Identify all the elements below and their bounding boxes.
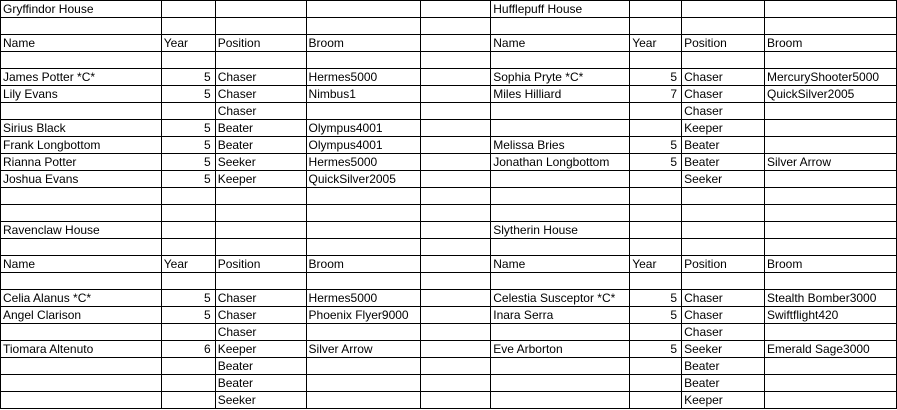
sheet-cell[interactable] bbox=[491, 239, 630, 256]
sheet-cell[interactable]: Broom bbox=[764, 256, 896, 273]
sheet-cell[interactable]: 5 bbox=[630, 137, 682, 154]
sheet-cell[interactable] bbox=[161, 358, 215, 375]
sheet-cell[interactable]: Seeker bbox=[682, 341, 765, 358]
sheet-cell[interactable] bbox=[421, 375, 491, 392]
sheet-cell[interactable] bbox=[161, 52, 215, 69]
sheet-cell[interactable]: Broom bbox=[306, 35, 421, 52]
sheet-cell[interactable]: Beater bbox=[215, 358, 306, 375]
sheet-cell[interactable] bbox=[421, 392, 491, 409]
sheet-cell[interactable]: Eve Arborton bbox=[491, 341, 630, 358]
sheet-cell[interactable] bbox=[215, 222, 306, 239]
sheet-cell[interactable] bbox=[161, 392, 215, 409]
sheet-cell[interactable]: Melissa Bries bbox=[491, 137, 630, 154]
sheet-cell[interactable]: Chaser bbox=[215, 86, 306, 103]
sheet-cell[interactable] bbox=[491, 103, 630, 120]
sheet-cell[interactable]: Keeper bbox=[682, 392, 765, 409]
sheet-cell[interactable] bbox=[491, 324, 630, 341]
sheet-cell[interactable] bbox=[421, 205, 491, 222]
sheet-cell[interactable] bbox=[1, 358, 162, 375]
sheet-cell[interactable] bbox=[1, 392, 162, 409]
sheet-cell[interactable]: Olympus4001 bbox=[306, 137, 421, 154]
sheet-cell[interactable] bbox=[764, 18, 896, 35]
sheet-cell[interactable]: 5 bbox=[161, 137, 215, 154]
sheet-cell[interactable] bbox=[215, 273, 306, 290]
sheet-cell[interactable] bbox=[630, 1, 682, 18]
sheet-cell[interactable] bbox=[1, 188, 162, 205]
sheet-cell[interactable] bbox=[764, 324, 896, 341]
sheet-row bbox=[1, 137, 897, 154]
sheet-cell[interactable] bbox=[161, 324, 215, 341]
sheet-cell[interactable] bbox=[421, 256, 491, 273]
sheet-row bbox=[1, 52, 897, 69]
sheet-cell[interactable]: Chaser bbox=[215, 307, 306, 324]
sheet-cell[interactable] bbox=[161, 239, 215, 256]
sheet-cell[interactable] bbox=[161, 1, 215, 18]
sheet-cell[interactable]: Position bbox=[682, 35, 765, 52]
sheet-cell[interactable] bbox=[306, 392, 421, 409]
sheet-cell[interactable]: Hermes5000 bbox=[306, 290, 421, 307]
sheet-cell[interactable] bbox=[630, 392, 682, 409]
sheet-cell[interactable] bbox=[630, 273, 682, 290]
sheet-cell[interactable] bbox=[682, 1, 765, 18]
sheet-cell[interactable]: Chaser bbox=[215, 69, 306, 86]
sheet-cell[interactable] bbox=[215, 1, 306, 18]
sheet-cell[interactable]: Chaser bbox=[682, 324, 765, 341]
sheet-cell[interactable]: Beater bbox=[682, 358, 765, 375]
sheet-cell[interactable] bbox=[215, 52, 306, 69]
sheet-cell[interactable] bbox=[630, 188, 682, 205]
sheet-row bbox=[1, 86, 897, 103]
sheet-cell[interactable]: 7 bbox=[630, 86, 682, 103]
sheet-row bbox=[1, 222, 897, 239]
sheet-cell[interactable]: Inara Serra bbox=[491, 307, 630, 324]
sheet-row bbox=[1, 171, 897, 188]
sheet-cell[interactable]: Chaser bbox=[682, 86, 765, 103]
sheet-cell[interactable]: Tiomara Altenuto bbox=[1, 341, 162, 358]
sheet-cell[interactable]: 5 bbox=[161, 120, 215, 137]
sheet-cell[interactable]: 5 bbox=[630, 154, 682, 171]
sheet-row bbox=[1, 273, 897, 290]
sheet-cell[interactable] bbox=[306, 324, 421, 341]
sheet-cell[interactable] bbox=[421, 86, 491, 103]
sheet-cell[interactable] bbox=[421, 69, 491, 86]
sheet-cell[interactable] bbox=[215, 205, 306, 222]
sheet-cell[interactable] bbox=[764, 52, 896, 69]
sheet-row bbox=[1, 154, 897, 171]
sheet-cell[interactable]: Position bbox=[682, 256, 765, 273]
sheet-cell[interactable] bbox=[421, 52, 491, 69]
sheet-cell[interactable] bbox=[764, 137, 896, 154]
sheet-cell[interactable] bbox=[215, 188, 306, 205]
sheet-cell[interactable] bbox=[682, 18, 765, 35]
sheet-cell[interactable] bbox=[764, 222, 896, 239]
sheet-cell[interactable]: Celia Alanus *C* bbox=[1, 290, 162, 307]
sheet-cell[interactable]: Beater bbox=[682, 154, 765, 171]
sheet-cell[interactable] bbox=[491, 205, 630, 222]
sheet-row bbox=[1, 392, 897, 409]
sheet-cell[interactable] bbox=[491, 18, 630, 35]
sheet-cell[interactable] bbox=[682, 273, 765, 290]
sheet-cell[interactable] bbox=[306, 375, 421, 392]
sheet-row bbox=[1, 120, 897, 137]
sheet-cell[interactable]: Swiftflight420 bbox=[764, 307, 896, 324]
sheet-cell[interactable] bbox=[764, 375, 896, 392]
sheet-cell[interactable] bbox=[421, 171, 491, 188]
sheet-cell[interactable]: 5 bbox=[161, 290, 215, 307]
sheet-cell[interactable]: Keeper bbox=[682, 120, 765, 137]
sheet-cell[interactable] bbox=[1, 324, 162, 341]
sheet-row bbox=[1, 35, 897, 52]
sheet-cell[interactable]: Hermes5000 bbox=[306, 69, 421, 86]
sheet-cell[interactable]: Frank Longbottom bbox=[1, 137, 162, 154]
sheet-cell[interactable]: Broom bbox=[764, 35, 896, 52]
sheet-cell[interactable]: James Potter *C* bbox=[1, 69, 162, 86]
sheet-cell[interactable]: Name bbox=[491, 256, 630, 273]
sheet-cell[interactable] bbox=[421, 324, 491, 341]
sheet-cell[interactable]: Emerald Sage3000 bbox=[764, 341, 896, 358]
sheet-cell[interactable] bbox=[421, 341, 491, 358]
sheet-cell[interactable] bbox=[1, 273, 162, 290]
sheet-cell[interactable]: Seeker bbox=[682, 171, 765, 188]
sheet-cell[interactable] bbox=[161, 273, 215, 290]
sheet-cell[interactable]: 5 bbox=[630, 307, 682, 324]
sheet-row bbox=[1, 324, 897, 341]
sheet-cell[interactable]: Chaser bbox=[682, 103, 765, 120]
sheet-cell[interactable] bbox=[421, 18, 491, 35]
sheet-cell[interactable]: 5 bbox=[161, 171, 215, 188]
sheet-cell[interactable] bbox=[161, 222, 215, 239]
sheet-row bbox=[1, 103, 897, 120]
sheet-cell[interactable] bbox=[630, 205, 682, 222]
sheet-cell[interactable]: Silver Arrow bbox=[764, 154, 896, 171]
sheet-cell[interactable]: Seeker bbox=[215, 392, 306, 409]
sheet-cell[interactable]: Beater bbox=[215, 137, 306, 154]
sheet-cell[interactable] bbox=[421, 120, 491, 137]
sheet-cell[interactable] bbox=[215, 239, 306, 256]
sheet-cell[interactable] bbox=[764, 273, 896, 290]
sheet-cell[interactable] bbox=[306, 222, 421, 239]
sheet-cell[interactable]: Ravenclaw House bbox=[1, 222, 162, 239]
sheet-cell[interactable] bbox=[161, 103, 215, 120]
sheet-cell[interactable] bbox=[764, 205, 896, 222]
sheet-cell[interactable] bbox=[764, 188, 896, 205]
sheet-cell[interactable] bbox=[764, 103, 896, 120]
sheet-cell[interactable]: Beater bbox=[682, 137, 765, 154]
sheet-cell[interactable] bbox=[764, 171, 896, 188]
sheet-cell[interactable]: Celestia Susceptor *C* bbox=[491, 290, 630, 307]
sheet-cell[interactable]: Year bbox=[161, 35, 215, 52]
sheet-cell[interactable]: 5 bbox=[161, 86, 215, 103]
sheet-row bbox=[1, 341, 897, 358]
sheet-cell[interactable] bbox=[1, 52, 162, 69]
sheet-row bbox=[1, 256, 897, 273]
sheet-cell[interactable]: 5 bbox=[161, 69, 215, 86]
sheet-row bbox=[1, 1, 897, 18]
sheet-cell[interactable]: Hermes5000 bbox=[306, 154, 421, 171]
sheet-cell[interactable] bbox=[1, 375, 162, 392]
sheet-cell[interactable] bbox=[764, 392, 896, 409]
sheet-cell[interactable] bbox=[421, 188, 491, 205]
sheet-cell[interactable]: Chaser bbox=[682, 290, 765, 307]
sheet-cell[interactable]: Beater bbox=[215, 120, 306, 137]
sheet-cell[interactable] bbox=[161, 205, 215, 222]
sheet-cell[interactable] bbox=[491, 375, 630, 392]
sheet-cell[interactable]: 5 bbox=[630, 341, 682, 358]
sheet-cell[interactable]: Silver Arrow bbox=[306, 341, 421, 358]
sheet-cell[interactable] bbox=[421, 307, 491, 324]
sheet-cell[interactable] bbox=[491, 120, 630, 137]
sheet-cell[interactable] bbox=[630, 171, 682, 188]
sheet-cell[interactable] bbox=[306, 205, 421, 222]
sheet-cell[interactable]: MercuryShooter5000 bbox=[764, 69, 896, 86]
sheet-cell[interactable]: 5 bbox=[630, 290, 682, 307]
sheet-cell[interactable] bbox=[421, 239, 491, 256]
sheet-cell[interactable]: Phoenix Flyer9000 bbox=[306, 307, 421, 324]
sheet-row bbox=[1, 307, 897, 324]
sheet-cell[interactable]: Chaser bbox=[215, 324, 306, 341]
sheet-cell[interactable]: Position bbox=[215, 35, 306, 52]
sheet-cell[interactable] bbox=[491, 52, 630, 69]
sheet-cell[interactable] bbox=[421, 290, 491, 307]
sheet-cell[interactable] bbox=[306, 52, 421, 69]
sheet-cell[interactable] bbox=[630, 103, 682, 120]
sheet-cell[interactable]: Seeker bbox=[215, 154, 306, 171]
sheet-cell[interactable]: Year bbox=[161, 256, 215, 273]
sheet-cell[interactable] bbox=[630, 324, 682, 341]
sheet-cell[interactable] bbox=[764, 239, 896, 256]
sheet-row bbox=[1, 239, 897, 256]
sheet-cell[interactable] bbox=[306, 103, 421, 120]
sheet-cell[interactable]: Angel Clarison bbox=[1, 307, 162, 324]
sheet-cell[interactable]: Hufflepuff House bbox=[491, 1, 630, 18]
sheet-cell[interactable]: Name bbox=[1, 256, 162, 273]
sheet-cell[interactable]: Chaser bbox=[682, 307, 765, 324]
sheet-cell[interactable] bbox=[630, 120, 682, 137]
sheet-cell[interactable] bbox=[491, 171, 630, 188]
sheet-cell[interactable] bbox=[630, 358, 682, 375]
sheet-cell[interactable]: Slytherin House bbox=[491, 222, 630, 239]
sheet-cell[interactable]: Sophia Pryte *C* bbox=[491, 69, 630, 86]
sheet-cell[interactable]: Olympus4001 bbox=[306, 120, 421, 137]
sheet-cell[interactable]: Miles Hilliard bbox=[491, 86, 630, 103]
sheet-cell[interactable] bbox=[161, 188, 215, 205]
sheet-cell[interactable]: 5 bbox=[630, 69, 682, 86]
sheet-cell[interactable] bbox=[491, 188, 630, 205]
sheet-row bbox=[1, 18, 897, 35]
sheet-cell[interactable]: Position bbox=[215, 256, 306, 273]
sheet-cell[interactable]: Name bbox=[491, 35, 630, 52]
sheet-cell[interactable] bbox=[630, 239, 682, 256]
sheet-cell[interactable] bbox=[682, 188, 765, 205]
sheet-cell[interactable]: Stealth Bomber3000 bbox=[764, 290, 896, 307]
sheet-cell[interactable] bbox=[1, 239, 162, 256]
sheet-cell[interactable] bbox=[421, 137, 491, 154]
sheet-body bbox=[1, 1, 897, 409]
sheet-row bbox=[1, 290, 897, 307]
sheet-cell[interactable]: QuickSilver2005 bbox=[306, 171, 421, 188]
sheet-cell[interactable]: Beater bbox=[215, 375, 306, 392]
sheet-cell[interactable]: Name bbox=[1, 35, 162, 52]
sheet-cell[interactable] bbox=[215, 18, 306, 35]
sheet-cell[interactable] bbox=[630, 18, 682, 35]
sheet-cell[interactable]: Lily Evans bbox=[1, 86, 162, 103]
sheet-cell[interactable] bbox=[764, 1, 896, 18]
sheet-cell[interactable] bbox=[421, 358, 491, 375]
sheet-cell[interactable] bbox=[421, 222, 491, 239]
sheet-cell[interactable] bbox=[491, 273, 630, 290]
sheet-cell[interactable] bbox=[1, 205, 162, 222]
sheet-cell[interactable] bbox=[1, 18, 162, 35]
sheet-cell[interactable]: Broom bbox=[306, 256, 421, 273]
sheet-cell[interactable]: Beater bbox=[682, 375, 765, 392]
sheet-cell[interactable] bbox=[491, 392, 630, 409]
sheet-cell[interactable] bbox=[306, 1, 421, 18]
sheet-cell[interactable] bbox=[306, 188, 421, 205]
sheet-cell[interactable] bbox=[421, 35, 491, 52]
sheet-cell[interactable] bbox=[306, 358, 421, 375]
sheet-cell[interactable]: Joshua Evans bbox=[1, 171, 162, 188]
sheet-cell[interactable] bbox=[630, 222, 682, 239]
sheet-row bbox=[1, 205, 897, 222]
sheet-cell[interactable]: 5 bbox=[161, 154, 215, 171]
sheet-cell[interactable]: 5 bbox=[161, 307, 215, 324]
sheet-cell[interactable]: Year bbox=[630, 256, 682, 273]
sheet-cell[interactable]: Year bbox=[630, 35, 682, 52]
sheet-cell[interactable]: Rianna Potter bbox=[1, 154, 162, 171]
sheet-row bbox=[1, 188, 897, 205]
sheet-cell[interactable] bbox=[421, 1, 491, 18]
sheet-cell[interactable] bbox=[630, 375, 682, 392]
sheet-cell[interactable]: Jonathan Longbottom bbox=[491, 154, 630, 171]
sheet-cell[interactable]: QuickSilver2005 bbox=[764, 86, 896, 103]
sheet-cell[interactable] bbox=[682, 222, 765, 239]
sheet-cell[interactable]: Chaser bbox=[215, 103, 306, 120]
sheet-cell[interactable]: Chaser bbox=[682, 69, 765, 86]
sheet-cell[interactable] bbox=[421, 103, 491, 120]
sheet-cell[interactable] bbox=[161, 375, 215, 392]
sheet-cell[interactable] bbox=[491, 358, 630, 375]
sheet-cell[interactable] bbox=[682, 52, 765, 69]
sheet-cell[interactable] bbox=[421, 273, 491, 290]
sheet-cell[interactable] bbox=[161, 18, 215, 35]
sheet-cell[interactable] bbox=[1, 103, 162, 120]
sheet-cell[interactable] bbox=[630, 52, 682, 69]
sheet-cell[interactable] bbox=[682, 239, 765, 256]
sheet-cell[interactable] bbox=[306, 18, 421, 35]
sheet-cell[interactable]: Gryffindor House bbox=[1, 1, 162, 18]
sheet-cell[interactable] bbox=[764, 120, 896, 137]
sheet-cell[interactable]: Nimbus1 bbox=[306, 86, 421, 103]
sheet-cell[interactable] bbox=[764, 358, 896, 375]
sheet-cell[interactable] bbox=[682, 205, 765, 222]
sheet-cell[interactable] bbox=[421, 154, 491, 171]
sheet-cell[interactable]: 6 bbox=[161, 341, 215, 358]
sheet-cell[interactable]: Keeper bbox=[215, 341, 306, 358]
sheet-row bbox=[1, 375, 897, 392]
sheet-cell[interactable] bbox=[306, 239, 421, 256]
sheet-cell[interactable]: Sirius Black bbox=[1, 120, 162, 137]
sheet-row bbox=[1, 358, 897, 375]
sheet-cell[interactable] bbox=[306, 273, 421, 290]
sheet-row bbox=[1, 69, 897, 86]
sheet-cell[interactable]: Chaser bbox=[215, 290, 306, 307]
sheet-cell[interactable]: Keeper bbox=[215, 171, 306, 188]
